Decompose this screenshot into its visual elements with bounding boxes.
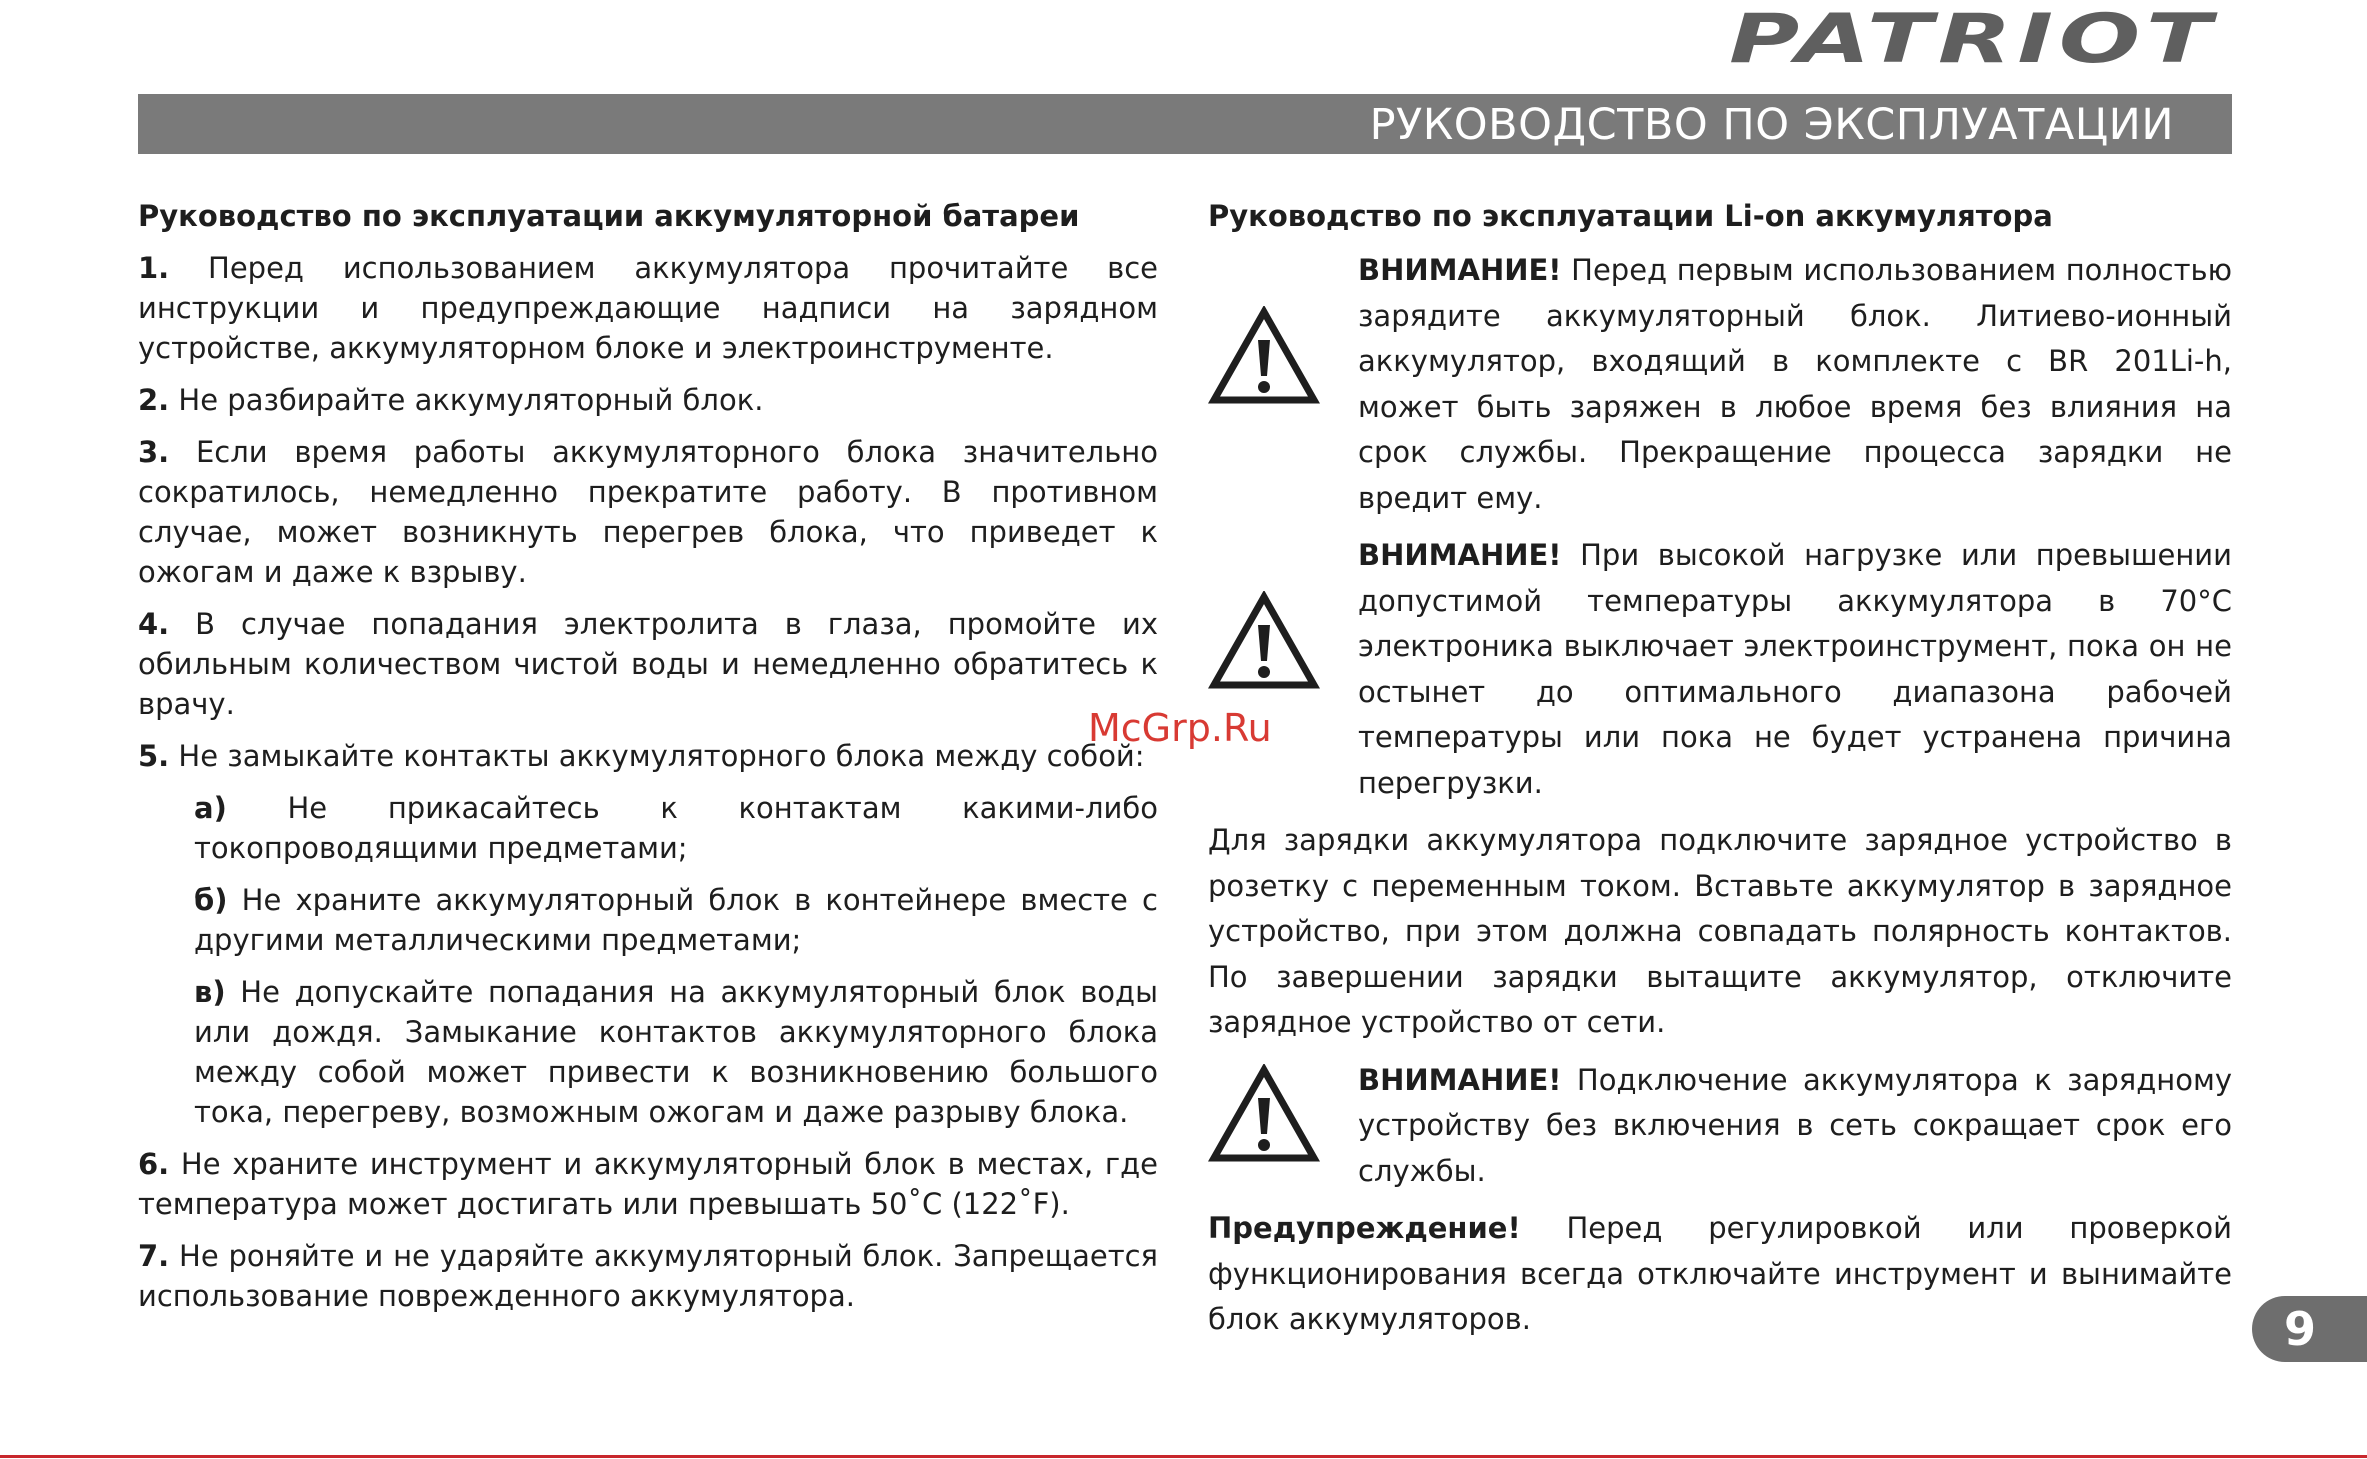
- section-title-battery: Руководство по эксплуатации аккумуляторной батареи: [138, 199, 1080, 233]
- logo-text: PATRIOT: [1729, 2, 2218, 74]
- list-item: [138, 1236, 1158, 1316]
- list-item: [138, 248, 1158, 368]
- sub-item-letter: в): [194, 975, 226, 1009]
- patriot-logo-graphic: [1725, 2, 2225, 74]
- warning-triangle-icon: [1208, 1058, 1358, 1164]
- item-number: 2.: [138, 383, 170, 417]
- header-bar: [138, 94, 2232, 154]
- watermark: McGrp.Ru: [1088, 706, 1272, 750]
- page-number: 9: [2284, 1302, 2317, 1356]
- warning-text: [1358, 248, 2232, 521]
- item-number: 5.: [138, 739, 170, 773]
- left-column: [138, 196, 1158, 1328]
- sub-list-item: [138, 788, 1158, 868]
- warning-triangle-icon: [1208, 533, 1358, 691]
- item-number: 1.: [138, 251, 170, 285]
- warning-text: [1358, 533, 2232, 806]
- item-number: 6.: [138, 1147, 170, 1181]
- list-item: [138, 432, 1158, 592]
- item-text: Не разбирайте аккумуляторный блок.: [169, 383, 764, 417]
- item-text: Не храните инструмент и аккумуляторный блок в местах, где температура может достигать или превышать 50˚С (122˚F).: [138, 1147, 1158, 1221]
- warning-label: ВНИМАНИЕ!: [1358, 253, 1562, 287]
- warning-body: Перед первым использованием полностью зарядите аккумуляторный блок. Литиево-ионный аккумулятор, входящий в комплекте с BR 201Li-h, может быть заряжен в любое время без влияния на срок службы. Прекращение процесса зарядки не вредит ему.: [1358, 253, 2232, 515]
- caution-note: [1208, 1206, 2232, 1343]
- item-number: 7.: [138, 1239, 170, 1273]
- sub-list-item: [138, 880, 1158, 960]
- right-column: [1208, 196, 2232, 1355]
- caution-label: Предупреждение!: [1208, 1211, 1521, 1245]
- page-number-tab: [2252, 1296, 2367, 1362]
- list-item: [138, 604, 1158, 724]
- sub-item-text: Не допускайте попадания на аккумуляторный блок воды или дождя. Замыкание контактов аккумуляторного блока между собой может привести к возникновению большого тока, перегреву, возможным ожогам и даже разрыву блока.: [194, 975, 1158, 1129]
- sub-item-letter: а): [194, 791, 227, 825]
- warning-label: ВНИМАНИЕ!: [1358, 1062, 1562, 1097]
- caution-body: Перед регулировкой или проверкой функционирования всегда отключайте инструмент и вынимайте блок аккумуляторов.: [1208, 1211, 2232, 1336]
- list-item: [138, 380, 1158, 420]
- warning-body: Подключение аккумулятора к зарядному устройству без включения в сеть сокращает срок его службы.: [1358, 1062, 2232, 1188]
- page-title: РУКОВОДСТВО ПО ЭКСПЛУАТАЦИИ: [1369, 100, 2174, 150]
- item-text: Не роняйте и не ударяйте аккумуляторный блок. Запрещается использование поврежденного аккумулятора.: [138, 1239, 1158, 1313]
- list-item: [138, 736, 1158, 776]
- sub-item-text: Не храните аккумуляторный блок в контейнере вместе с другими металлическими предметами;: [194, 883, 1158, 957]
- item-number: 4.: [138, 607, 170, 641]
- item-text: Перед использованием аккумулятора прочитайте все инструкции и предупреждающие надписи на зарядном устройстве, аккумуляторном блоке и электроинструменте.: [138, 251, 1158, 365]
- section-title-li-ion: Руководство по эксплуатации Li-on аккумулятора: [1208, 199, 2053, 233]
- warning-body: При высокой нагрузке или превышении допустимой температуры аккумулятора в 70°С электроника выключает электроинструмент, пока он не остынет до оптимального диапазона рабочей температуры или пока не будет устранена причина перегрузки.: [1358, 538, 2232, 800]
- warning-block: [1208, 248, 2232, 521]
- warning-block: [1208, 533, 2232, 806]
- warning-triangle-icon: [1208, 248, 1358, 406]
- list-item: [138, 1144, 1158, 1224]
- item-text: Не замыкайте контакты аккумуляторного блока между собой:: [169, 739, 1145, 773]
- bottom-divider: [0, 1455, 2367, 1458]
- sub-list-item: [138, 972, 1158, 1132]
- warning-text: [1358, 1058, 2232, 1195]
- sub-item-text: Не прикасайтесь к контактам какими-либо токопроводящими предметами;: [194, 791, 1158, 865]
- item-number: 3.: [138, 435, 170, 469]
- warning-block: [1208, 1058, 2232, 1195]
- charging-instructions: Для зарядки аккумулятора подключите зарядное устройство в розетку с переменным током. Вставьте аккумулятор в зарядное устройство, при этом должна совпадать полярность контактов. По завершении зарядки вытащите аккумулятор, отключите зарядное устройство от сети.: [1208, 823, 2232, 1039]
- patriot-logo: [1725, 2, 2225, 74]
- warning-label: ВНИМАНИЕ!: [1358, 538, 1562, 572]
- sub-item-letter: б): [194, 883, 228, 917]
- item-text: Если время работы аккумуляторного блока значительно сократилось, немедленно прекратите работу. В противном случае, может возникнуть перегрев блока, что приведет к ожогам и даже к взрыву.: [138, 435, 1158, 589]
- item-text: В случае попадания электролита в глаза, промойте их обильным количеством чистой воды и немедленно обратитесь к врачу.: [138, 607, 1158, 721]
